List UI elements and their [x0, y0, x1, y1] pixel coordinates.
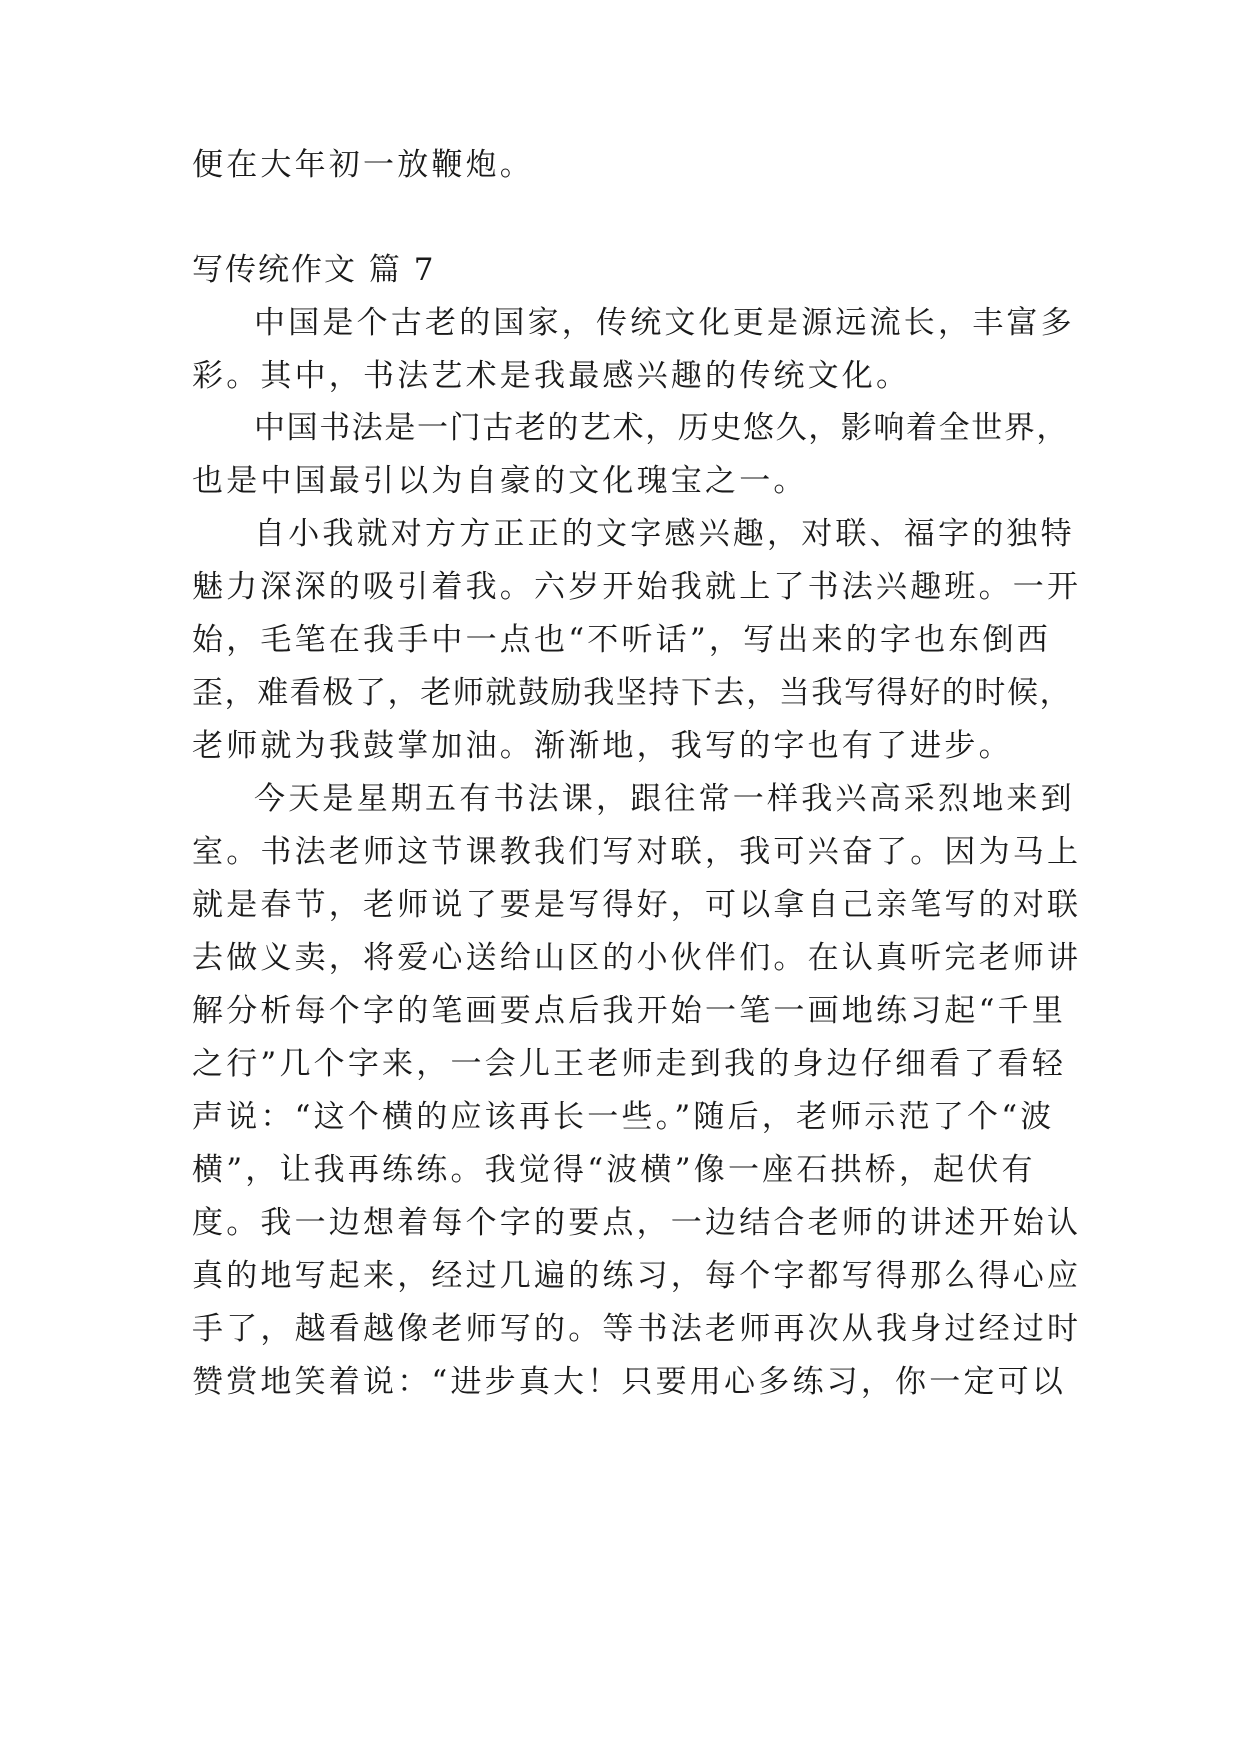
- paragraph-line: 魅力深深的吸引着我。六岁开始我就上了书法兴趣班。一开: [192, 569, 1082, 605]
- paragraph-line: 中国书法是一门古老的艺术，历史悠久，影响着全世界，: [254, 410, 1069, 446]
- paragraph-line: 歪，难看极了，老师就鼓励我坚持下去，当我写得好的时候，: [192, 675, 1073, 711]
- paragraph-line: 中国是个古老的国家，传统文化更是源远流长，丰富多: [254, 305, 1075, 341]
- section-title: 写传统作文 篇 7: [192, 252, 436, 288]
- paragraph-line: 就是春节，老师说了要是写得好，可以拿自己亲笔写的对联: [192, 887, 1082, 923]
- closing-line: 便在大年初一放鞭炮。: [192, 147, 534, 183]
- paragraph-line: 之行”几个字来，一会儿王老师走到我的身边仔细看了看轻: [192, 1046, 1067, 1082]
- paragraph-line: 老师就为我鼓掌加油。渐渐地，我写的字也有了进步。: [192, 728, 1013, 764]
- paragraph-line: 始，毛笔在我手中一点也“不听话”，写出来的字也东倒西: [192, 622, 1051, 658]
- paragraph-line: 室。书法老师这节课教我们写对联，我可兴奋了。因为马上: [192, 834, 1082, 870]
- paragraph-line: 也是中国最引以为自豪的文化瑰宝之一。: [192, 463, 808, 499]
- paragraph-line: 赞赏地笑着说：“进步真大！只要用心多练习，你一定可以: [192, 1364, 1067, 1400]
- paragraph-line: 横”，让我再练练。我觉得“波横”像一座石拱桥，起伏有: [192, 1152, 1036, 1188]
- paragraph-line: 真的地写起来，经过几遍的练习，每个字都写得那么得心应: [192, 1258, 1082, 1294]
- paragraph-line: 解分析每个字的笔画要点后我开始一笔一画地练习起“千里: [192, 993, 1067, 1029]
- paragraph-line: 自小我就对方方正正的文字感兴趣，对联、福字的独特: [254, 516, 1075, 552]
- paragraph-line: 今天是星期五有书法课，跟往常一样我兴高采烈地来到: [254, 781, 1075, 817]
- paragraph-line: 度。我一边想着每个字的要点，一边结合老师的讲述开始认: [192, 1205, 1082, 1241]
- paragraph-line: 声说：“这个横的应该再长一些。”随后，老师示范了个“波: [192, 1099, 1055, 1135]
- paragraph-line: 彩。其中，书法艺术是我最感兴趣的传统文化。: [192, 358, 911, 394]
- paragraph-line: 去做义卖，将爱心送给山区的小伙伴们。在认真听完老师讲: [192, 940, 1082, 976]
- paragraph-line: 手了，越看越像老师写的。等书法老师再次从我身过经过时: [192, 1311, 1082, 1347]
